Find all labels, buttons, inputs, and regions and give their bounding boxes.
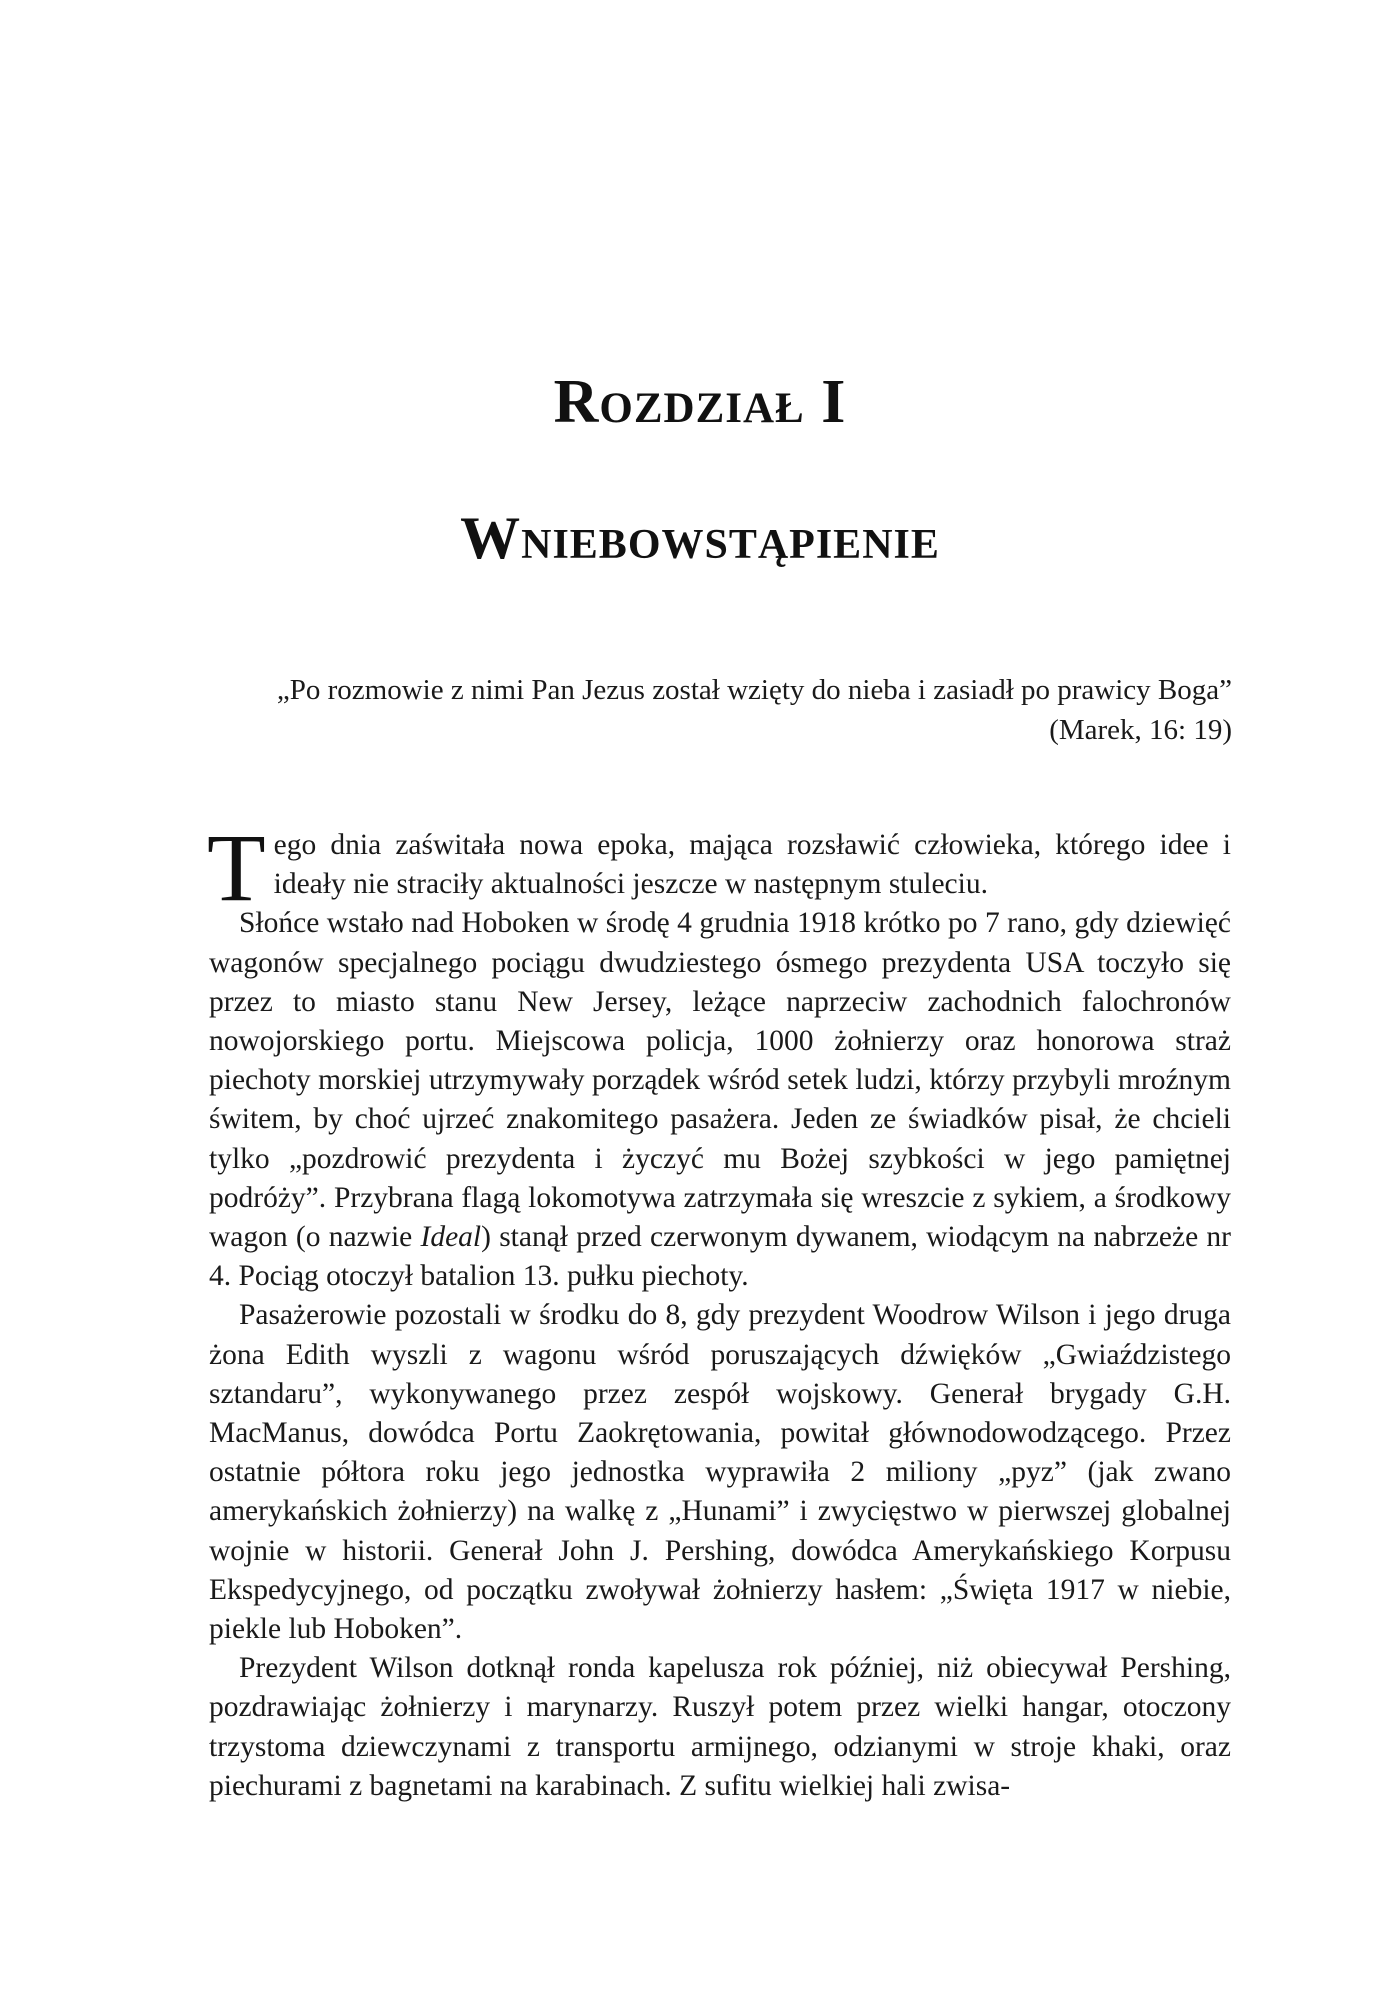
epigraph-quote: „Po rozmowie z nimi Pan Jezus został wzięty do nieba i zasiadł po prawicy Boga”	[276, 674, 1232, 706]
chapter-number: Rozdział I	[553, 368, 847, 436]
paragraph-4: Prezydent Wilson dotknął ronda kapelusza rok później, niż obiecywał Pershing, pozdrawiając żołnierzy i marynarzy. Ruszył potem przez wielki hangar, otoczony trzystoma dziewczynami z transportu armijnego, odzianymi w stroje khaki, oraz piechurami z bagnetami na karabinach. Z sufitu wielkiej hali zwisa-	[209, 1652, 1231, 1802]
epigraph	[232, 670, 1232, 750]
paragraph-1-text: ego dnia zaświtała nowa epoka, mająca rozsławić człowieka, którego idee i ideały nie straciły aktualności jeszcze w następnym stuleciu.	[273, 829, 1231, 901]
paragraph-1	[207, 814, 1231, 921]
paragraph-2-text-end: ) stanął przed czerwonym dywanem, wiodącym na nabrzeże nr 4. Pociąg otoczył batalion 13. pułku piechoty.	[209, 1221, 1231, 1293]
epigraph-source: (Marek, 16: 19)	[1049, 714, 1232, 746]
train-car-name: Ideal	[420, 1221, 482, 1254]
paragraph-2	[209, 904, 1231, 1296]
body-text	[207, 814, 1231, 1806]
drop-cap: T	[207, 814, 266, 921]
chapter-title: Wniebowstąpienie	[460, 505, 940, 571]
paragraph-3: Pasażerowie pozostali w środku do 8, gdy prezydent Woodrow Wilson i jego druga żona Edith wyszli z wagonu wśród poruszających dźwięków „Gwiaździstego sztandaru”, wykonywanego przez zespół wojskowy. Generał brygady G.H. MacManus, dowódca Portu Zaokrętowania, powitał głównodowodzącego. Przez ostatnie półtora roku jego jednostka wyprawiła 2 miliony „pyz” (jak zwano amerykańskich żołnierzy) na walkę z „Hunami” i zwycięstwo w pierwszej globalnej wojnie w historii. Generał John J. Pershing, dowódca Amerykańskiego Korpusu Ekspedycyjnego, od początku zwoływał żołnierzy hasłem: „Święta 1917 w niebie, piekle lub Hoboken”.	[209, 1299, 1231, 1646]
paragraph-2-text-start: Słońce wstało nad Hoboken w środę 4 grudnia 1918 krótko po 7 rano, gdy dziewięć wagonów specjalnego pociągu dwudziestego ósmego prezydenta USA toczyło się przez to miasto stanu New Jersey, leżące naprzeciw zachodnich falochronów nowojorskiego portu. Miejscowa policja, 1000 żołnierzy oraz honorowa straż piechoty morskiej utrzymywały porządek wśród setek ludzi, którzy przybyli mroźnym świtem, by choć ujrzeć znakomitego pasażera. Jeden ze świadków pisał, że chcieli tylko „pozdrowić prezydenta i życzyć mu Bożej szybkości w jego pamiętnej podróży”. Przybrana flagą lokomotywa zatrzymała się wreszcie z sykiem, a środkowy wagon (o nazwie	[209, 907, 1231, 1254]
